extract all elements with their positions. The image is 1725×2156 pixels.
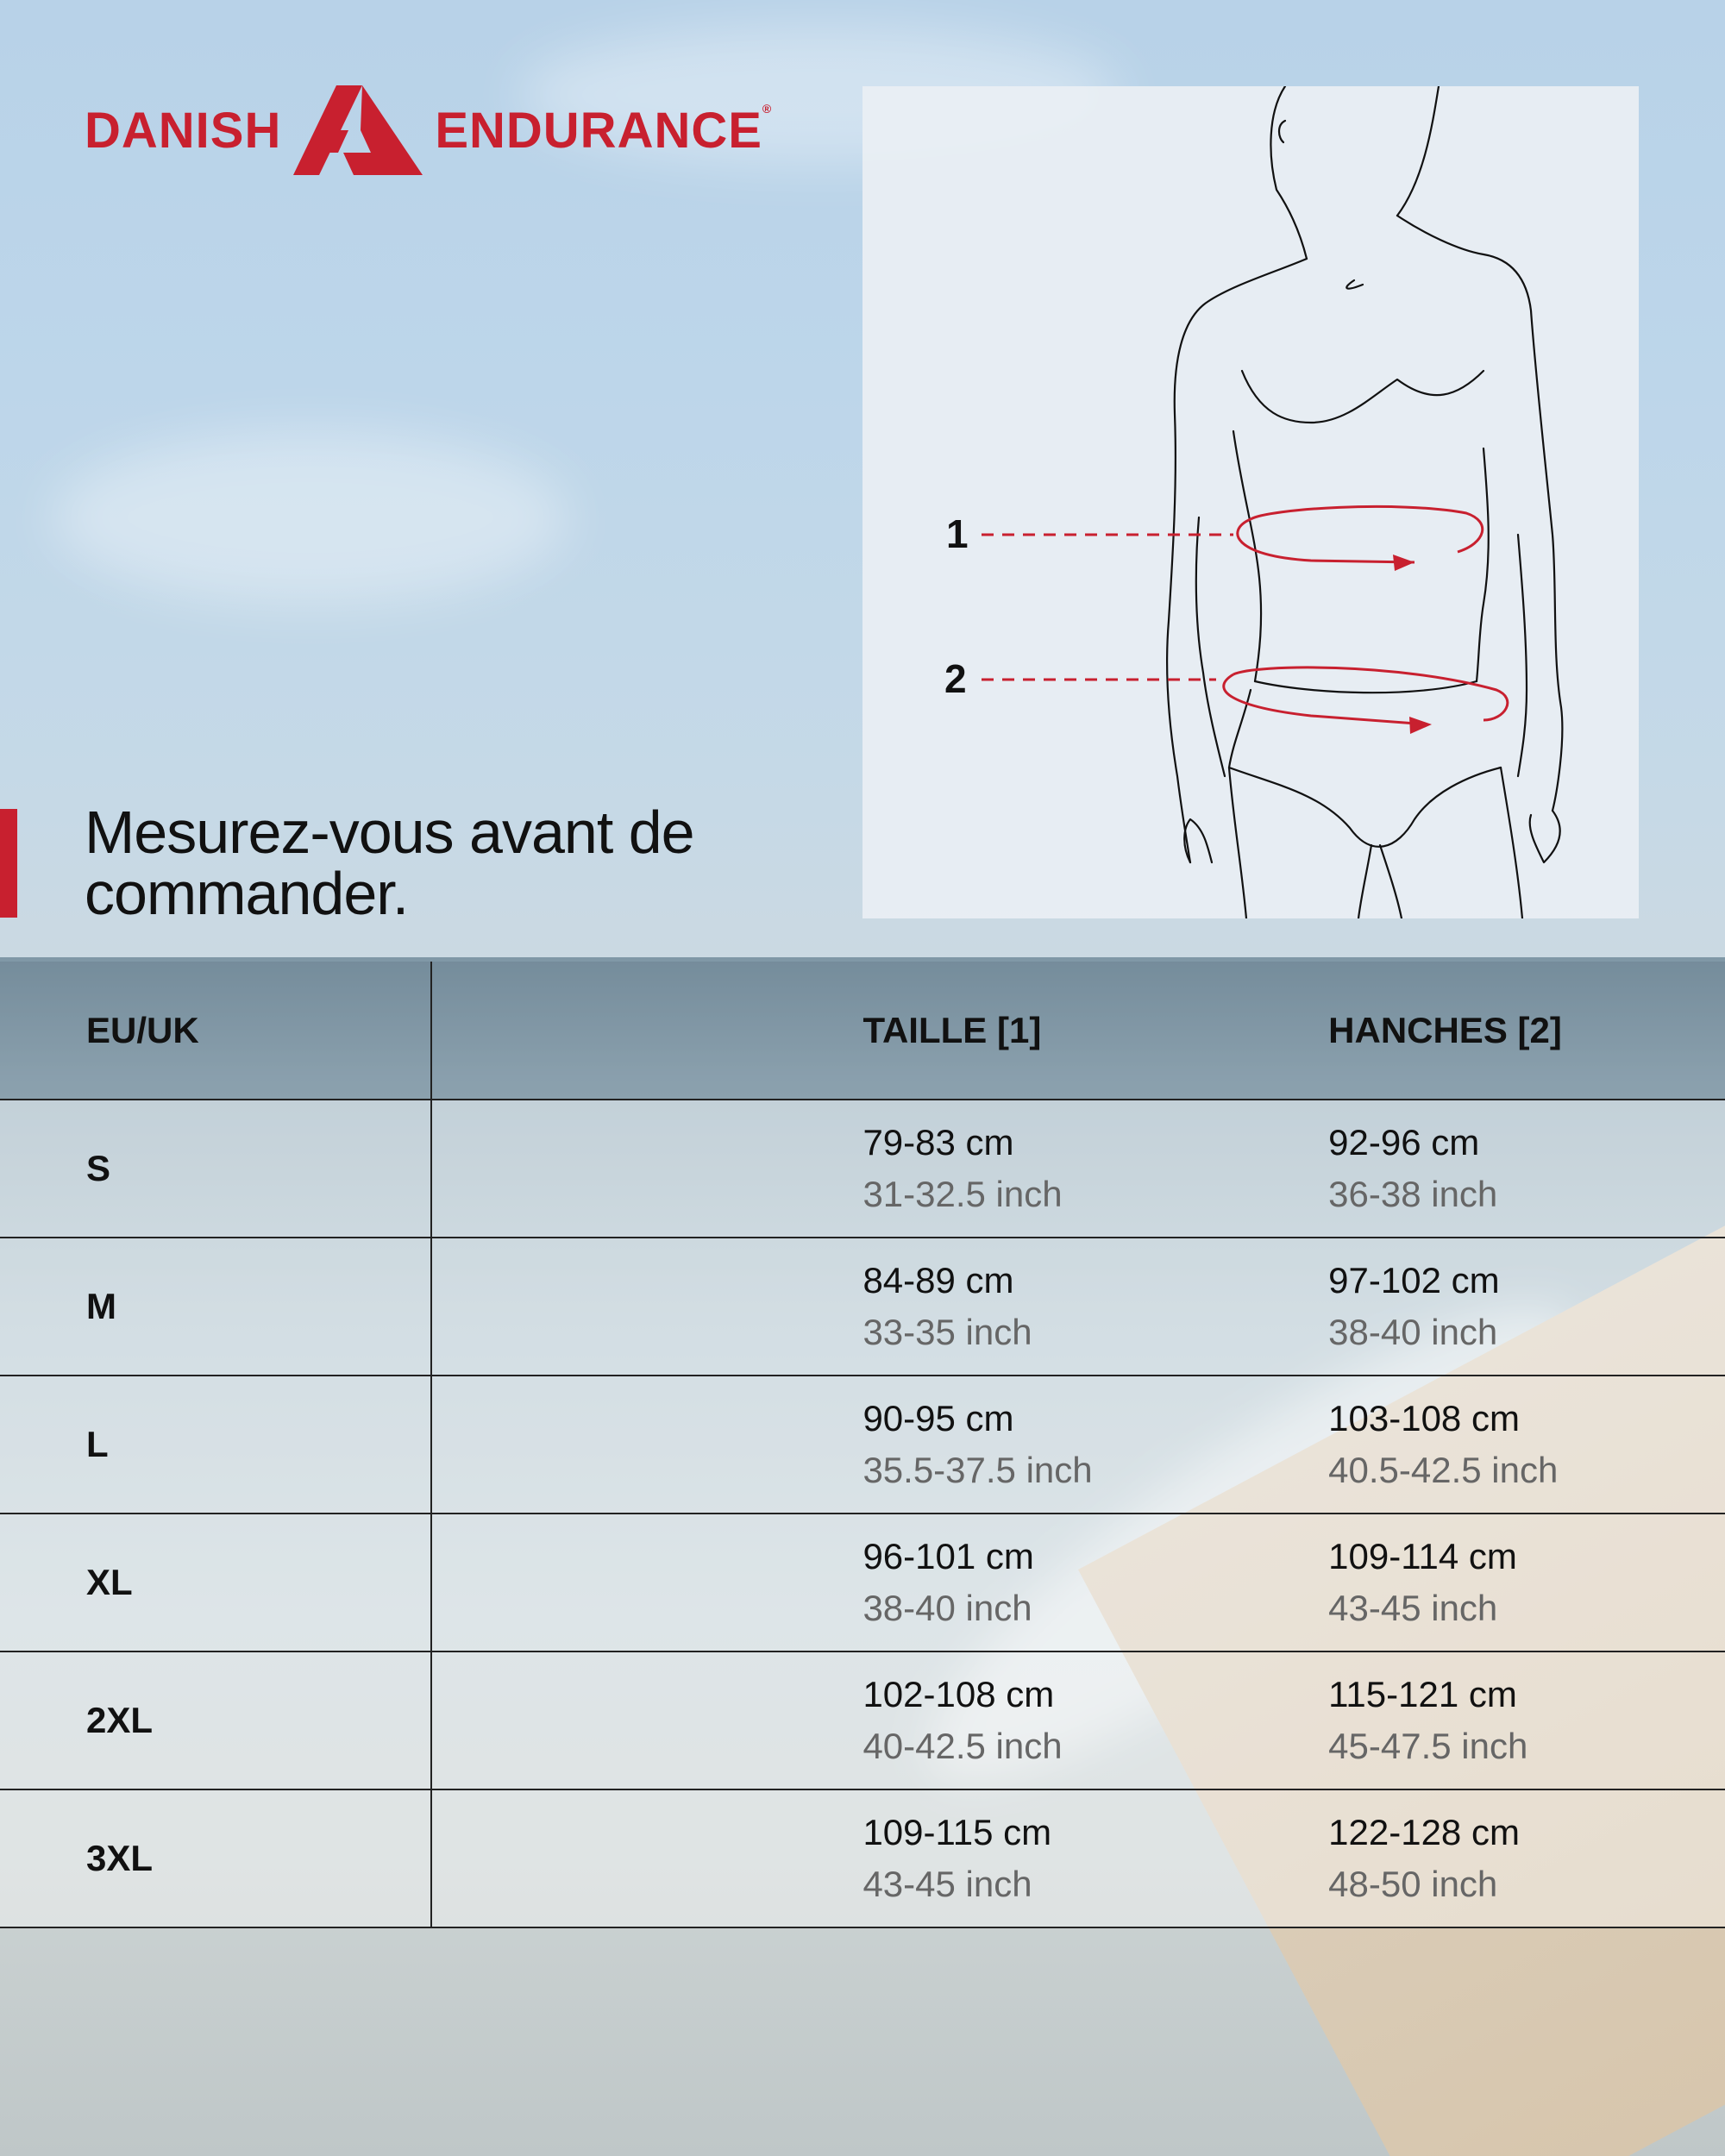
waist-cm: 102-108 cm <box>862 1674 1055 1714</box>
row-spacer <box>431 1651 863 1789</box>
hips-cm: 103-108 cm <box>1328 1398 1520 1438</box>
marker-1: 1 <box>946 511 969 556</box>
cloud <box>52 431 569 604</box>
hips-inch: 43-45 inch <box>1328 1588 1498 1628</box>
hips-inch: 48-50 inch <box>1328 1864 1498 1904</box>
size-label: XL <box>86 1562 133 1602</box>
hips-inch: 40.5-42.5 inch <box>1328 1450 1559 1490</box>
table-row <box>0 1651 1725 1789</box>
row-spacer <box>431 1238 863 1376</box>
registered-mark: ® <box>762 101 773 116</box>
header-size: EU/UK <box>0 962 431 1100</box>
waist-cell <box>862 1376 1328 1514</box>
header-waist: TAILLE [1] <box>862 962 1328 1100</box>
waist-cm: 90-95 cm <box>862 1398 1014 1438</box>
size-label: L <box>86 1424 109 1464</box>
body-outline-illustration <box>862 86 1639 918</box>
table-row <box>0 1514 1725 1651</box>
hips-cell <box>1328 1376 1725 1514</box>
size-label: 3XL <box>86 1838 154 1878</box>
header-spacer <box>431 962 863 1100</box>
headline-accent-bar <box>0 809 17 918</box>
waist-inch: 31-32.5 inch <box>862 1174 1063 1214</box>
waist-cell <box>862 1238 1328 1376</box>
hips-inch: 36-38 inch <box>1328 1174 1498 1214</box>
size-chart-table <box>0 962 1725 1928</box>
row-spacer <box>431 1376 863 1514</box>
table-header-row <box>0 962 1725 1100</box>
table-row <box>0 1789 1725 1927</box>
row-spacer <box>431 1789 863 1927</box>
waist-cell <box>862 1514 1328 1651</box>
hips-cell <box>1328 1651 1725 1789</box>
header-hips: HANCHES [2] <box>1328 962 1725 1100</box>
waist-cell <box>862 1100 1328 1238</box>
waist-inch: 40-42.5 inch <box>862 1726 1063 1766</box>
hips-cm: 97-102 cm <box>1328 1260 1500 1300</box>
size-label: M <box>86 1286 116 1326</box>
waist-inch: 35.5-37.5 inch <box>862 1450 1093 1490</box>
table-row <box>0 1238 1725 1376</box>
hips-inch: 38-40 inch <box>1328 1312 1498 1352</box>
hips-cell <box>1328 1238 1725 1376</box>
waist-cell <box>862 1789 1328 1927</box>
waist-cm: 109-115 cm <box>862 1812 1052 1852</box>
brand-logo <box>85 83 772 178</box>
hips-cell <box>1328 1100 1725 1238</box>
waist-inch: 33-35 inch <box>862 1312 1032 1352</box>
waist-inch: 43-45 inch <box>862 1864 1032 1904</box>
row-spacer <box>431 1514 863 1651</box>
measurement-figure <box>862 86 1639 918</box>
hips-cm: 109-114 cm <box>1328 1536 1517 1576</box>
hips-cell <box>1328 1514 1725 1651</box>
row-spacer <box>431 1100 863 1238</box>
hips-inch: 45-47.5 inch <box>1328 1726 1528 1766</box>
brand-name-left: DANISH <box>85 102 282 159</box>
marker-2: 2 <box>944 656 967 701</box>
waist-cm: 84-89 cm <box>862 1260 1014 1300</box>
size-label: 2XL <box>86 1700 154 1740</box>
hips-cell <box>1328 1789 1725 1927</box>
size-label: S <box>86 1148 111 1188</box>
hips-cm: 122-128 cm <box>1328 1812 1520 1852</box>
mountain-logo-icon <box>293 85 423 175</box>
table-row <box>0 1376 1725 1514</box>
brand-name-right: ENDURANCE® <box>435 101 773 159</box>
page-title: Mesurez-vous avant de commander. <box>85 799 694 927</box>
hips-cm: 92-96 cm <box>1328 1122 1480 1163</box>
waist-cell <box>862 1651 1328 1789</box>
waist-inch: 38-40 inch <box>862 1588 1032 1628</box>
table-row <box>0 1100 1725 1238</box>
hips-cm: 115-121 cm <box>1328 1674 1517 1714</box>
waist-cm: 96-101 cm <box>862 1536 1034 1576</box>
waist-cm: 79-83 cm <box>862 1122 1014 1163</box>
